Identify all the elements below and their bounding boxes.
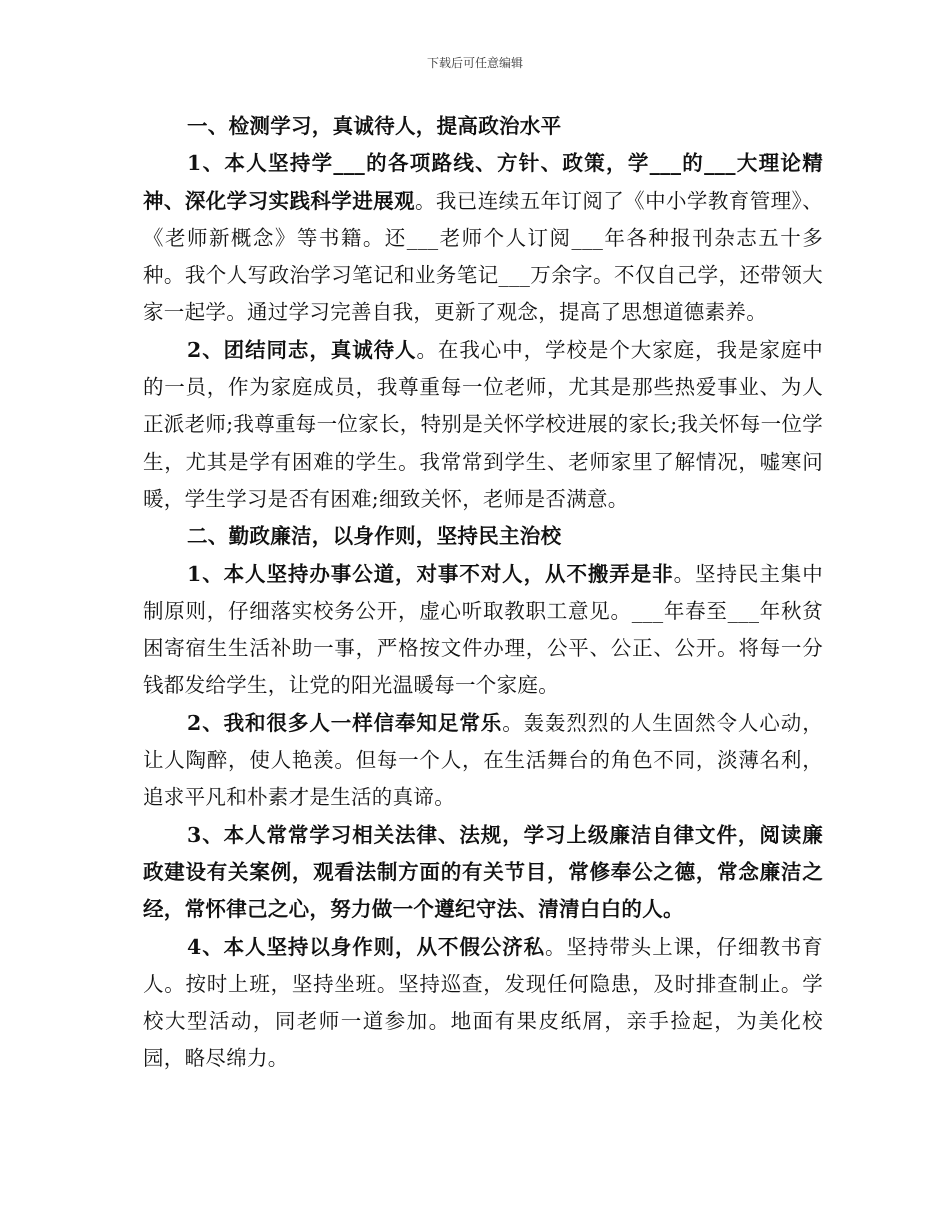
paragraph-lead: 2、团结同志，真诚待人 (187, 337, 417, 362)
page-header: 下载后可任意编辑 (426, 56, 523, 70)
section-1-paragraph-2 (143, 332, 823, 518)
paragraph-text: 。坚持带头上课，仔细教书育人。按时上班，坚持坐班。坚持巡查，发现任何隐患，及时排查制止。学校大型活动，同老师一道参加。地面有果皮纸屑，亲手捡起，为美化校园，略尽绵力。 (143, 934, 823, 1071)
paragraph-lead: 1、本人坚持学___的各项路线、方针、政策，学___的___大理论精神、深化学习实践科学进展观 (143, 151, 823, 213)
paragraph-lead: 3、本人常常学习相关法律、法规，学习上级廉洁自律文件，阅读廉政建设有关案例，观看法制方面的有关节目，常修奉公之德，常念廉洁之经，常怀律己之心，努力做一个遵纪守法、清清白白的人。 (143, 822, 823, 922)
document-body (143, 108, 823, 1078)
section-2-paragraph-1 (143, 556, 823, 705)
paragraph-text: 。在我心中，学校是个大家庭，我是家庭中的一员，作为家庭成员，我尊重每一位老师，尤其是那些热爱事业、为人正派老师;我尊重每一位家长，特别是关怀学校进展的家长;我关怀每一位学生，尤其是学有困难的学生。我常常到学生、老师家里了解情况，嘘寒问暖，学生学习是否有困难;细致关怀，老师是否满意。 (143, 337, 824, 511)
section-2-paragraph-3 (143, 817, 823, 929)
section-2-paragraph-2 (143, 705, 823, 817)
paragraph-text: 。坚持民主集中制原则，仔细落实校务公开，虚心听取教职工意见。___年春至___年秋贫困寄宿生生活补助一事，严格按文件办理，公平、公正、公开。将每一分钱都发给学生，让党的阳光温暖每一个家庭。 (143, 561, 823, 698)
paragraph-lead: 1、本人坚持办事公道，对事不对人，从不搬弄是非 (187, 561, 674, 586)
paragraph-lead: 2、我和很多人一样信奉知足常乐 (187, 710, 503, 735)
paragraph-lead: 4、本人坚持以身作则，从不假公济私 (187, 934, 546, 959)
paragraph-text: 。我已连续五年订阅了《中小学教育管理》、《老师新概念》等书籍。还___老师个人订阅___年各种报刊杂志五十多种。我个人写政治学习笔记和业务笔记___万余字。不仅自己学，还带领大家一起学。通过学习完善自我，更新了观念，提高了思想道德素养。 (143, 188, 823, 325)
section-1-heading: 一、检测学习，真诚待人，提高政治水平 (187, 114, 562, 138)
paragraph-text: 。轰轰烈烈的人生固然令人心动，让人陶醉，使人艳羡。但每一个人，在生活舞台的角色不同，淡薄名利，追求平凡和朴素才是生活的真谛。 (143, 710, 824, 810)
section-2-paragraph-4 (143, 929, 823, 1078)
section-2-heading: 二、勤政廉洁，以身作则，坚持民主治校 (187, 524, 562, 549)
section-1-paragraph-1 (143, 145, 823, 331)
